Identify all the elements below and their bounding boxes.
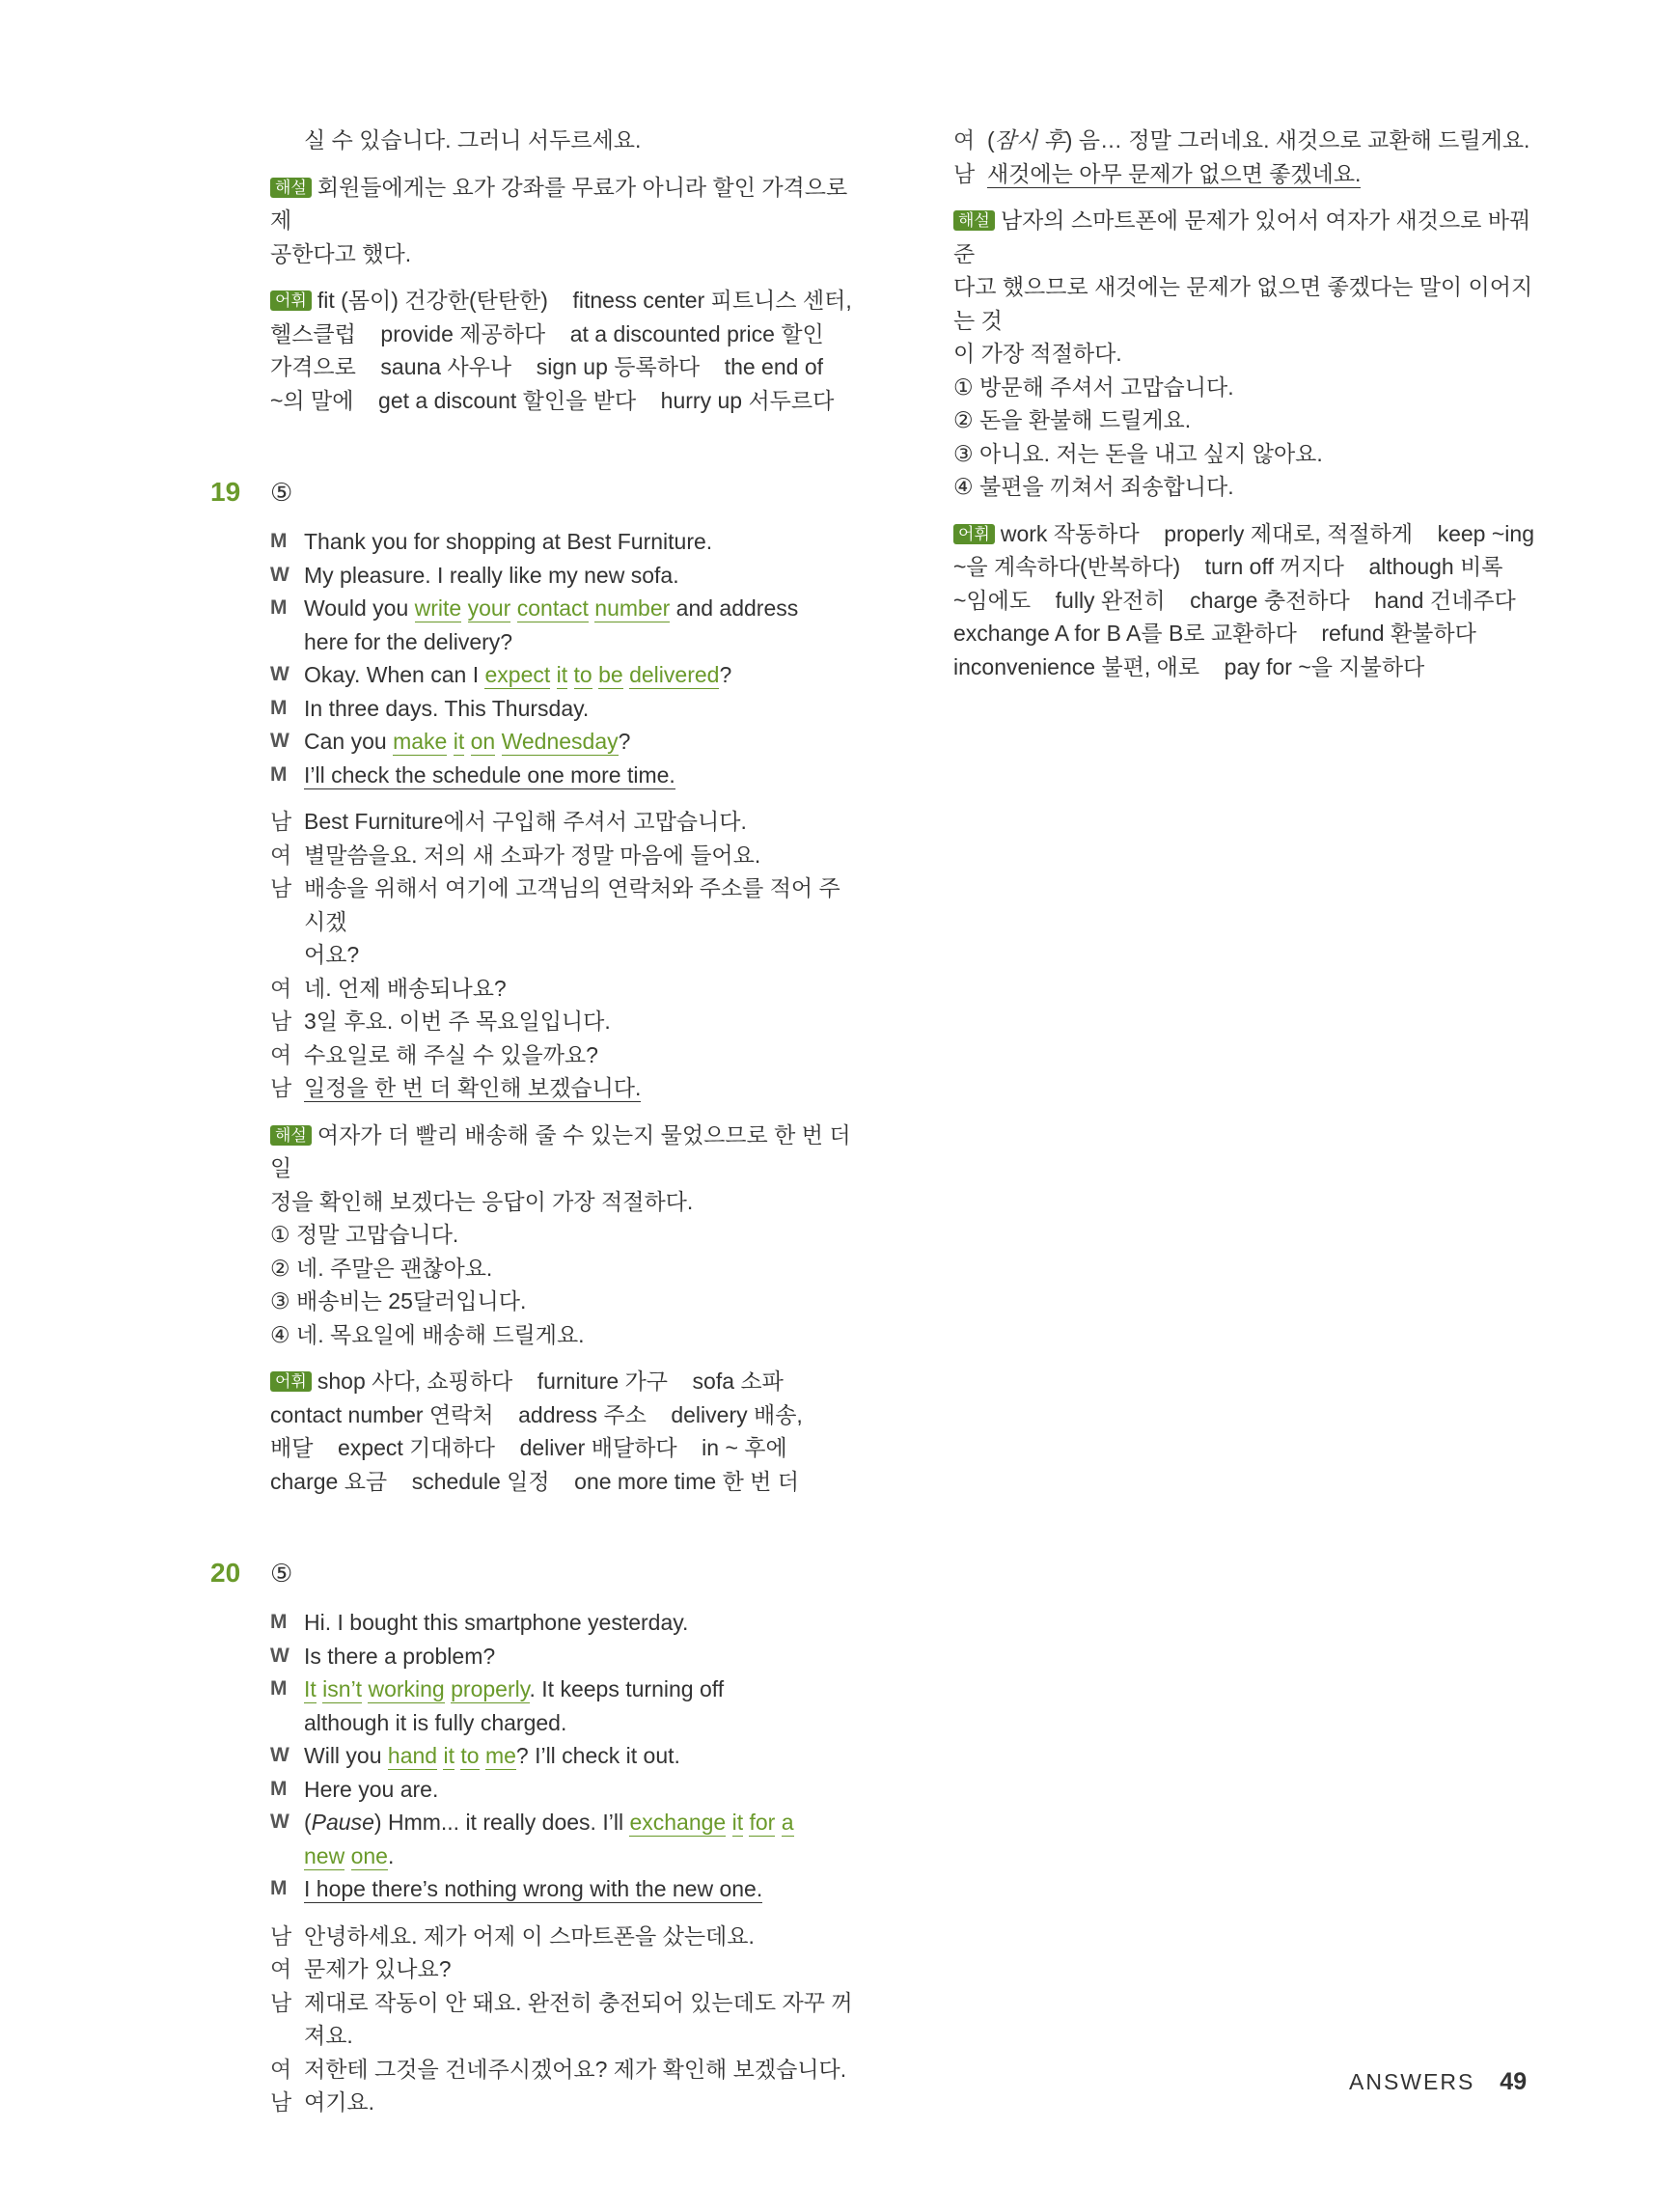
- dialogue-line: [270, 2053, 859, 2087]
- dialogue-text: My pleasure. I really like my new sofa.: [304, 562, 679, 588]
- dialogue-text: although it is fully charged.: [304, 1709, 567, 1735]
- dialogue-text: Would you write your contact number and address: [304, 595, 799, 621]
- vocabulary-tag: 어휘: [270, 1371, 312, 1392]
- explanation-block: [270, 1119, 859, 1185]
- blank-answer: make: [393, 729, 448, 754]
- option-item: ② 네. 주말은 괜찮아요.: [270, 1255, 493, 1281]
- option-item: ② 돈을 환불해 드릴게요.: [953, 407, 1192, 432]
- dialogue-line: [270, 1773, 859, 1807]
- blank-answer: to: [573, 662, 592, 687]
- speaker-label: 여: [953, 127, 976, 152]
- vocabulary-line: shop 사다, 쇼핑하다 furniture 가구 sofa 소파: [317, 1369, 784, 1394]
- blank-answer: hand: [387, 1743, 438, 1768]
- explanation-text: 회원들에게는 요가 강좌를 무료가 아니라 할인 가격으로 제: [270, 174, 848, 233]
- dialogue-text: Is there a problem?: [304, 1643, 496, 1669]
- right-column: [953, 124, 1537, 683]
- blank-answer: be: [598, 662, 623, 687]
- dialogue-line: [270, 1038, 859, 1072]
- dialogue-text: [304, 1872, 859, 1906]
- dialogue-text: Can you make it on Wednesday?: [304, 729, 631, 754]
- option-item: ① 정말 고맙습니다.: [270, 1222, 459, 1247]
- speaker-label: W: [270, 730, 289, 752]
- explanation-block: [270, 171, 859, 237]
- continued-line: 실 수 있습니다. 그러니 서두르세요.: [304, 127, 642, 152]
- dialogue-text: Best Furniture에서 구입해 주셔서 고맙습니다.: [304, 809, 747, 834]
- blank-answer: It: [304, 1676, 317, 1701]
- speaker-label: 여: [270, 975, 292, 1001]
- speaker-label: 여: [270, 1956, 292, 1981]
- question-number: 19: [210, 477, 241, 507]
- explanation-text: 남자의 스마트폰에 문제가 있어서 여자가 새것으로 바꿔 준: [953, 207, 1531, 266]
- speaker-label: W: [270, 1811, 289, 1833]
- question-header-20: [210, 1554, 859, 1592]
- blank-answer: contact: [516, 595, 589, 621]
- dialogue-line: [270, 692, 859, 726]
- speaker-label: M: [270, 1877, 288, 1899]
- question-header-19: [210, 473, 859, 512]
- dialogue-text: Hi. I bought this smartphone yesterday.: [304, 1610, 689, 1635]
- speaker-label: W: [270, 1744, 289, 1766]
- dialogue-line: [270, 1706, 859, 1740]
- dialogue-text: Okay. When can I expect it to be delivered?: [304, 662, 732, 687]
- dialogue-text: 제대로 작동이 안 돼요. 완전히 충전되어 있는데도 자꾸 꺼져요.: [304, 1989, 853, 2048]
- blank-answer: it: [556, 662, 568, 687]
- dialogue-line: [270, 559, 859, 593]
- speaker-label: 남: [953, 160, 976, 186]
- footer-label: ANSWERS: [1349, 2069, 1475, 2094]
- speaker-label: 남: [270, 875, 292, 900]
- dialogue-line: [270, 1005, 859, 1038]
- dialogue-text: (잠시 후) 음… 정말 그러네요. 새것으로 교환해 드릴게요.: [987, 127, 1530, 152]
- stage-direction: Pause: [311, 1810, 374, 1835]
- dialogue-text: 여기요.: [304, 2089, 375, 2115]
- speaker-label: W: [270, 663, 289, 685]
- dialogue-line: [270, 2086, 859, 2119]
- speaker-label: 여: [270, 1041, 292, 1067]
- dialogue-line: [270, 1071, 859, 1105]
- speaker-label: 남: [270, 1075, 292, 1100]
- question-answer: ⑤: [270, 477, 293, 507]
- dialogue-text: 3일 후요. 이번 주 목요일입니다.: [304, 1009, 611, 1034]
- option-item: ① 방문해 주셔서 고맙습니다.: [953, 373, 1234, 400]
- option-item: ③ 아니요. 저는 돈을 내고 싶지 않아요.: [953, 440, 1323, 466]
- dialogue-line: [270, 1839, 859, 1873]
- vocabulary-line: ~을 계속하다(반복하다) turn off 꺼지다 although 비록: [953, 554, 1503, 579]
- dialogue-line: [270, 972, 859, 1006]
- dialogue-line: [270, 871, 859, 938]
- vocabulary-line: exchange A for B A를 B로 교환하다 refund 환불하다: [953, 621, 1476, 646]
- speaker-label: 여: [270, 2056, 292, 2082]
- explanation-tag: 해설: [270, 1125, 312, 1146]
- answer-sentence: I’ll check the schedule one more time.: [304, 761, 675, 788]
- vocabulary-tag: 어휘: [953, 524, 995, 544]
- explanation-text: 공한다고 했다.: [270, 240, 412, 266]
- vocabulary-line: 배달 expect 기대하다 deliver 배달하다 in ~ 후에: [270, 1435, 787, 1460]
- dialogue-line: [270, 658, 859, 692]
- blank-answer: it: [453, 729, 465, 754]
- dialogue-text: 문제가 있나요?: [304, 1956, 452, 1981]
- blank-answer: for: [749, 1810, 776, 1835]
- speaker-label: W: [270, 1644, 289, 1667]
- dialogue-text: Thank you for shopping at Best Furniture.: [304, 529, 713, 554]
- dialogue-line: [270, 1640, 859, 1673]
- dialogue-text: 수요일로 해 주실 수 있을까요?: [304, 1041, 598, 1067]
- dialogue-text: 어요?: [304, 942, 360, 967]
- speaker-label: 여: [270, 842, 292, 868]
- option-item: ③ 배송비는 25달러입니다.: [270, 1288, 527, 1313]
- blank-answer: exchange: [629, 1810, 727, 1835]
- speaker-label: M: [270, 762, 288, 786]
- vocabulary-line: fit (몸이) 건강한(탄탄한) fitness center 피트니스 센터,: [317, 288, 852, 313]
- vocabulary-line: 헬스클럽 provide 제공하다 at a discounted price 할인: [270, 320, 824, 346]
- blank-answer: write: [414, 595, 462, 621]
- speaker-label: M: [270, 530, 288, 552]
- page-number: 49: [1500, 2068, 1528, 2095]
- dialogue-line: [270, 525, 859, 559]
- dialogue-text: 네. 언제 배송되나요?: [304, 975, 507, 1001]
- dialogue-line: [270, 1986, 859, 2053]
- dialogue-line: [953, 124, 1537, 157]
- explanation-block: [953, 204, 1537, 270]
- explanation-text: 이 가장 적절하다.: [953, 341, 1122, 366]
- dialogue-text: (Pause) Hmm... it really does. I’ll exchange it for a: [304, 1810, 794, 1835]
- blank-answer: expect: [484, 662, 551, 687]
- vocabulary-line: 가격으로 sauna 사우나 sign up 등록하다 the end of: [270, 354, 824, 379]
- blank-answer: number: [594, 595, 671, 621]
- stage-direction: 잠시 후: [994, 127, 1065, 152]
- vocabulary-block: [270, 1365, 859, 1498]
- speaker-label: W: [270, 563, 289, 586]
- dialogue-line: [270, 725, 859, 759]
- vocabulary-line: ~임에도 fully 완전히 charge 충전하다 hand 건네주다: [953, 587, 1516, 613]
- speaker-label: M: [270, 696, 288, 719]
- dialogue-line: [270, 592, 859, 625]
- dialogue-korean: [270, 1920, 859, 2119]
- blank-answer: on: [470, 729, 496, 754]
- dialogue-line: [270, 839, 859, 872]
- dialogue-text: [304, 1071, 859, 1105]
- explanation-text: 정을 확인해 보겠다는 응답이 가장 적절하다.: [270, 1188, 694, 1214]
- vocabulary-block: [953, 517, 1537, 684]
- explanation-text: 다고 했으므로 새것에는 문제가 없으면 좋겠다는 말이 이어지는 것: [953, 274, 1533, 333]
- dialogue-line: [270, 1872, 859, 1906]
- dialogue-line: [953, 157, 1537, 191]
- dialogue-line: [270, 759, 859, 792]
- speaker-label: 남: [270, 1922, 292, 1949]
- speaker-label: 남: [270, 2089, 292, 2115]
- vocabulary-line: ~의 말에 get a discount 할인을 받다 hurry up 서두르다: [270, 387, 835, 413]
- dialogue-line: [270, 625, 859, 659]
- blank-answer: your: [467, 595, 511, 621]
- dialogue-text: Will you hand it to me? I’ll check it out.: [304, 1743, 680, 1768]
- vocabulary-line: contact number 연락처 address 주소 delivery 배송,: [270, 1401, 803, 1427]
- blank-answer: delivered: [629, 662, 720, 687]
- explanation-tag: 해설: [270, 178, 312, 198]
- vocabulary-line: work 작동하다 properly 제대로, 적절하게 keep ~ing: [1000, 520, 1534, 546]
- vocabulary-line: charge 요금 schedule 일정 one more time 한 번 더: [270, 1468, 799, 1494]
- answer-sentence: 새것에는 아무 문제가 없으면 좋겠네요.: [987, 160, 1362, 186]
- dialogue-english: [270, 1606, 859, 1906]
- blank-answer: it: [731, 1810, 744, 1835]
- explanation-text: 여자가 더 빨리 배송해 줄 수 있는지 물었으므로 한 번 더 일: [270, 1121, 851, 1180]
- blank-answer: isn’t: [322, 1676, 363, 1701]
- dialogue-line: [270, 805, 859, 839]
- dialogue-line: [270, 1806, 859, 1839]
- dialogue-text: 배송을 위해서 여기에 고객님의 연락처와 주소를 적어 주시겠: [304, 875, 840, 934]
- vocabulary-tag: 어휘: [270, 290, 312, 311]
- dialogue-text: 별말씀을요. 저의 새 소파가 정말 마음에 들어요.: [304, 842, 761, 868]
- speaker-label: 남: [270, 1989, 292, 2015]
- dialogue-line: [270, 1952, 859, 1986]
- blank-answer: one: [350, 1842, 388, 1868]
- speaker-label: M: [270, 1677, 288, 1700]
- dialogue-line: [270, 1606, 859, 1640]
- page-footer: [1349, 2068, 1527, 2096]
- speaker-label: 남: [270, 809, 292, 834]
- dialogue-text: 안녕하세요. 제가 어제 이 스마트폰을 샀는데요.: [304, 1922, 755, 1949]
- question-number: 20: [210, 1558, 241, 1588]
- speaker-label: M: [270, 596, 288, 619]
- dialogue-line: [270, 1920, 859, 1953]
- speaker-label: M: [270, 1777, 288, 1800]
- dialogue-text: new one.: [304, 1842, 395, 1868]
- question-answer: ⑤: [270, 1558, 293, 1588]
- dialogue-text: It isn’t working properly. It keeps turning off: [304, 1676, 725, 1701]
- dialogue-line: [270, 1673, 859, 1706]
- dialogue-korean: [270, 805, 859, 1105]
- left-column: [210, 124, 859, 2119]
- answer-sentence: I hope there’s nothing wrong with the new one.: [304, 1876, 763, 1901]
- dialogue-text: 저한테 그것을 건네주시겠어요? 제가 확인해 보겠습니다.: [304, 2056, 847, 2082]
- blank-answer: properly: [451, 1676, 530, 1701]
- explanation-tag: 해설: [953, 210, 995, 231]
- blank-answer: me: [484, 1743, 516, 1768]
- blank-answer: it: [443, 1743, 454, 1768]
- option-item: ④ 불편을 끼쳐서 죄송합니다.: [953, 474, 1234, 499]
- vocabulary-line: inconvenience 불편, 애로 pay for ~을 지불하다: [953, 653, 1425, 679]
- dialogue-line: [270, 938, 859, 972]
- speaker-label: M: [270, 1611, 288, 1633]
- dialogue-text: In three days. This Thursday.: [304, 695, 590, 721]
- dialogue-text: here for the delivery?: [304, 628, 513, 654]
- blank-answer: to: [460, 1743, 480, 1768]
- blank-answer: a: [781, 1810, 794, 1835]
- option-item: ④ 네. 목요일에 배송해 드릴게요.: [270, 1321, 585, 1347]
- speaker-label: 남: [270, 1009, 292, 1034]
- blank-answer: working: [368, 1676, 445, 1701]
- dialogue-text: Here you are.: [304, 1776, 439, 1802]
- dialogue-line: [270, 1739, 859, 1773]
- blank-answer: new: [304, 1842, 345, 1868]
- vocabulary-block: [270, 284, 859, 417]
- blank-answer: Wednesday: [501, 729, 619, 754]
- dialogue-text: [987, 157, 1537, 191]
- answer-sentence: 일정을 한 번 더 확인해 보겠습니다.: [304, 1075, 642, 1100]
- dialogue-english: [270, 525, 859, 791]
- dialogue-text: [304, 759, 859, 792]
